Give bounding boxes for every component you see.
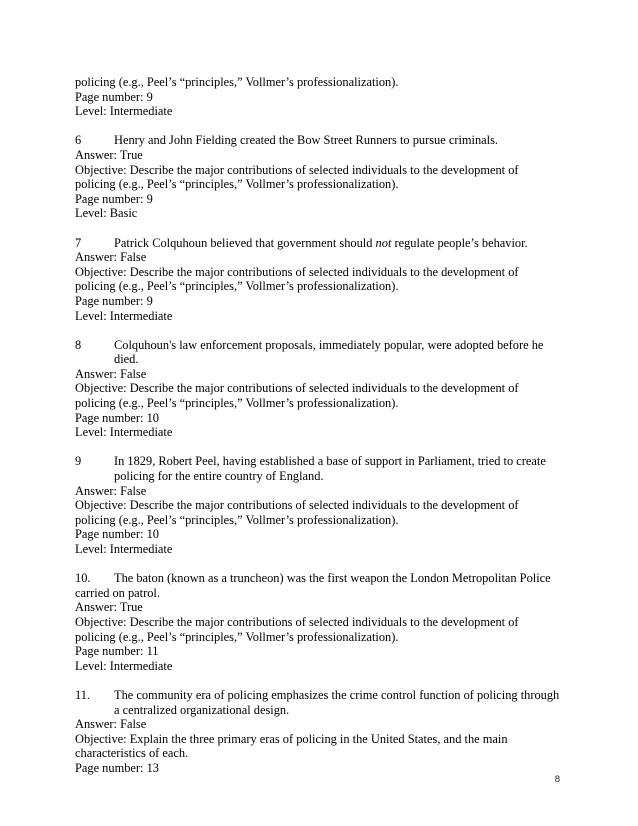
objective-line: policing (e.g., Peel’s “principles,” Vollmer’s professionalization). (75, 629, 399, 644)
question-number: 11. (75, 687, 91, 702)
page-number-ref: Page number: 9 (75, 191, 153, 206)
answer-label: Answer: False (75, 717, 147, 732)
question-text: 6 Henry and John Fielding created the Bow Street Runners to pursue criminals. (75, 133, 499, 148)
question-text: 8 Colquhoun's law enforcement proposals, immediately popular, were adopted before he died. (75, 337, 544, 367)
objective-line: policing (e.g., Peel’s “principles,” Vollmer’s professionalization). (75, 396, 399, 411)
objective-line: Objective: Describe the major contributions of selected individuals to the development of (75, 264, 519, 279)
question-item (75, 236, 575, 324)
question-number: 10. (75, 571, 91, 586)
objective-line: Objective: Describe the major contributions of selected individuals to the development of (75, 162, 519, 177)
objective-line: policing (e.g., Peel’s “principles,” Vollmer’s professionalization). (75, 177, 399, 192)
objective-continuation: policing (e.g., Peel’s “principles,” Vollmer’s professionalization). (75, 75, 399, 89)
page-number-ref: Page number: 10 (75, 527, 159, 542)
question-item (75, 688, 575, 776)
answer-label: Answer: False (75, 366, 147, 381)
objective-line: Objective: Describe the major contributions of selected individuals to the development of (75, 381, 519, 396)
question-text: 10. The baton (known as a truncheon) was the first weapon the London Metropolitan Police (75, 571, 551, 586)
question-number: 6 (75, 133, 82, 148)
page-number-ref: Page number: 9 (75, 89, 153, 104)
page-number-ref: Page number: 9 (75, 293, 153, 308)
level-label: Level: Intermediate (75, 104, 173, 119)
question-text: 11. The community era of policing emphasizes the crime control function of policing through a centralized organizational design. (75, 687, 560, 717)
question-item (75, 454, 575, 556)
question-item (75, 571, 575, 673)
emphasis-text: not (375, 235, 392, 250)
objective-line: Objective: Explain the three primary eras of policing in the United States, and the main (75, 731, 508, 746)
objective-line: policing (e.g., Peel’s “principles,” Vollmer’s professionalization). (75, 512, 399, 527)
objective-line: Objective: Describe the major contributions of selected individuals to the development of (75, 614, 519, 629)
question-number: 9 (75, 454, 82, 469)
objective-line: policing (e.g., Peel’s “principles,” Vollmer’s professionalization). (75, 279, 399, 294)
level-label: Level: Intermediate (75, 425, 173, 440)
page-content (75, 75, 575, 776)
page-number-ref: Page number: 13 (75, 760, 159, 775)
question-text: 7 Patrick Colquhoun believed that government should not regulate people’s behavior. (75, 235, 528, 250)
level-label: Level: Basic (75, 206, 138, 221)
question-text: 9 In 1829, Robert Peel, having established a base of support in Parliament, tried to create policing for the entire country of England. (75, 454, 546, 484)
level-label: Level: Intermediate (75, 658, 173, 673)
answer-label: Answer: True (75, 147, 143, 162)
question-text-continuation: carried on patrol. (75, 585, 160, 600)
answer-label: Answer: False (75, 250, 147, 265)
answer-label: Answer: False (75, 483, 147, 498)
page-number-ref: Page number: 11 (75, 644, 159, 659)
footer-page-number: 8 (554, 774, 560, 785)
level-label: Level: Intermediate (75, 308, 173, 323)
level-label: Level: Intermediate (75, 542, 173, 556)
objective-line: characteristics of each. (75, 746, 189, 761)
question-number: 8 (75, 337, 82, 352)
answer-label: Answer: True (75, 600, 143, 615)
question-item (75, 338, 575, 440)
question-item (75, 133, 575, 221)
question-number: 7 (75, 235, 82, 250)
objective-line: Objective: Describe the major contributions of selected individuals to the development of (75, 498, 519, 513)
page-number-ref: Page number: 10 (75, 410, 159, 425)
